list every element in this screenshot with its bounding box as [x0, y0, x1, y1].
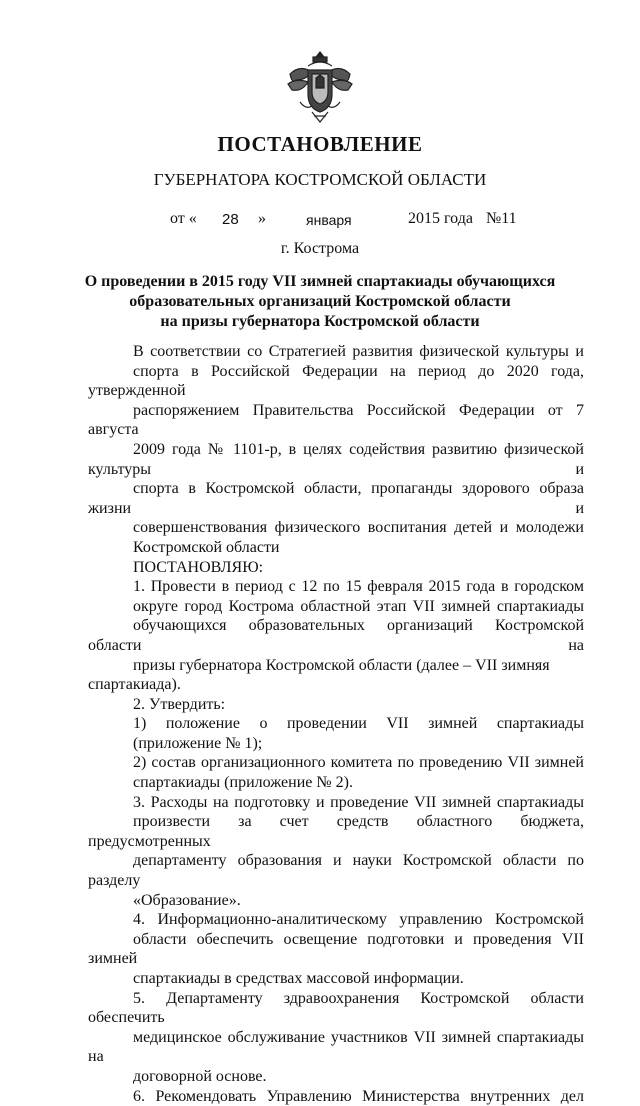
text-line: совершенствования физического воспитания детей и молодежи — [133, 519, 584, 537]
text-line: 6. Рекомендовать Управлению Министерства внутренних дел — [133, 1087, 584, 1105]
date-month: января — [306, 212, 352, 228]
heading-line: О проведении в 2015 году VII зимней спартакиады обучающихся — [84, 273, 556, 290]
text-line: спорта в Российской Федерации на период до 2020 года, утвержденной — [88, 362, 584, 400]
text-line: 2009 года № 1101-р, в целях содействия развитию физической культуры и — [88, 440, 584, 478]
coat-of-arms-icon — [286, 50, 354, 124]
item-2-1 — [88, 714, 584, 753]
item-2: 2. Утвердить: — [133, 695, 226, 713]
text-line: медицинское обслуживание участников VII зимней спартакиады на — [88, 1028, 584, 1066]
text-line: 2) состав организационного комитета по проведению VII зимней — [133, 754, 584, 772]
city: г. Кострома — [280, 240, 360, 257]
heading-line: образовательных организаций Костромской области — [129, 293, 511, 310]
text-line: (приложение № 1); — [133, 734, 263, 752]
text-line: призы губернатора Костромской области (далее – VII зимняя спартакиада). — [88, 656, 550, 694]
text-line: спартакиады (приложение № 2). — [133, 774, 353, 792]
preamble — [88, 342, 584, 558]
text-line: спартакиады в средствах массовой информации. — [133, 970, 464, 987]
item-1 — [88, 577, 584, 695]
text-line: спорта в Костромской области, пропаганды здорового образа жизни и — [88, 480, 584, 517]
text-line: 5. Департаменту здравоохранения Костромской области обеспечить — [88, 989, 584, 1027]
text-line: округе город Кострома областной этап VII зимней спартакиады — [133, 597, 585, 615]
text-line: департаменту образования и науки Костромской области по разделу — [88, 852, 584, 890]
date-close-quote: » — [258, 210, 266, 227]
text-line: Костромской области — [133, 538, 280, 556]
heading-line: на призы губернатора Костромской области — [160, 313, 480, 330]
text-line: 3. Расходы на подготовку и проведение VII зимней спартакиады — [133, 793, 584, 811]
text-line: 1) положение о проведении VII зимней спартакиады — [133, 715, 584, 733]
issuer-title: ГУБЕРНАТОРА КОСТРОМСКОЙ ОБЛАСТИ — [153, 170, 487, 189]
text-line: «Образование». — [133, 891, 241, 909]
document-number: №11 — [486, 210, 517, 227]
text-line: обучающихся образовательных организаций Костромской области на — [88, 617, 584, 654]
document-body — [88, 342, 584, 1106]
item-5 — [88, 989, 584, 1087]
text-line: 1. Провести в период с 12 по 15 февраля 2015 года в городском — [133, 578, 584, 596]
text-line: области обеспечить освещение подготовки и проведения VII зимней — [88, 930, 584, 968]
item-6 — [88, 1087, 584, 1106]
date-day: 28 — [222, 211, 239, 228]
text-line: В соответствии со Стратегией развития физической культуры и — [133, 343, 584, 360]
decree-word: ПОСТАНОВЛЯЮ: — [133, 558, 264, 576]
document-heading — [0, 272, 640, 332]
text-line: 4. Информационно-аналитическому управлению Костромской — [133, 911, 584, 929]
date-prefix: от « — [170, 210, 197, 227]
item-4 — [88, 910, 584, 988]
date-year: 2015 года — [408, 210, 473, 227]
document-title: ПОСТАНОВЛЕНИЕ — [217, 132, 423, 156]
item-3 — [88, 793, 584, 911]
text-line: распоряжением Правительства Российской Федерации от 7 августа — [88, 401, 584, 439]
text-line: произвести за счет средств областного бюджета, предусмотренных — [88, 813, 584, 850]
item-2-2 — [88, 753, 584, 792]
text-line: договорной основе. — [133, 1067, 267, 1085]
